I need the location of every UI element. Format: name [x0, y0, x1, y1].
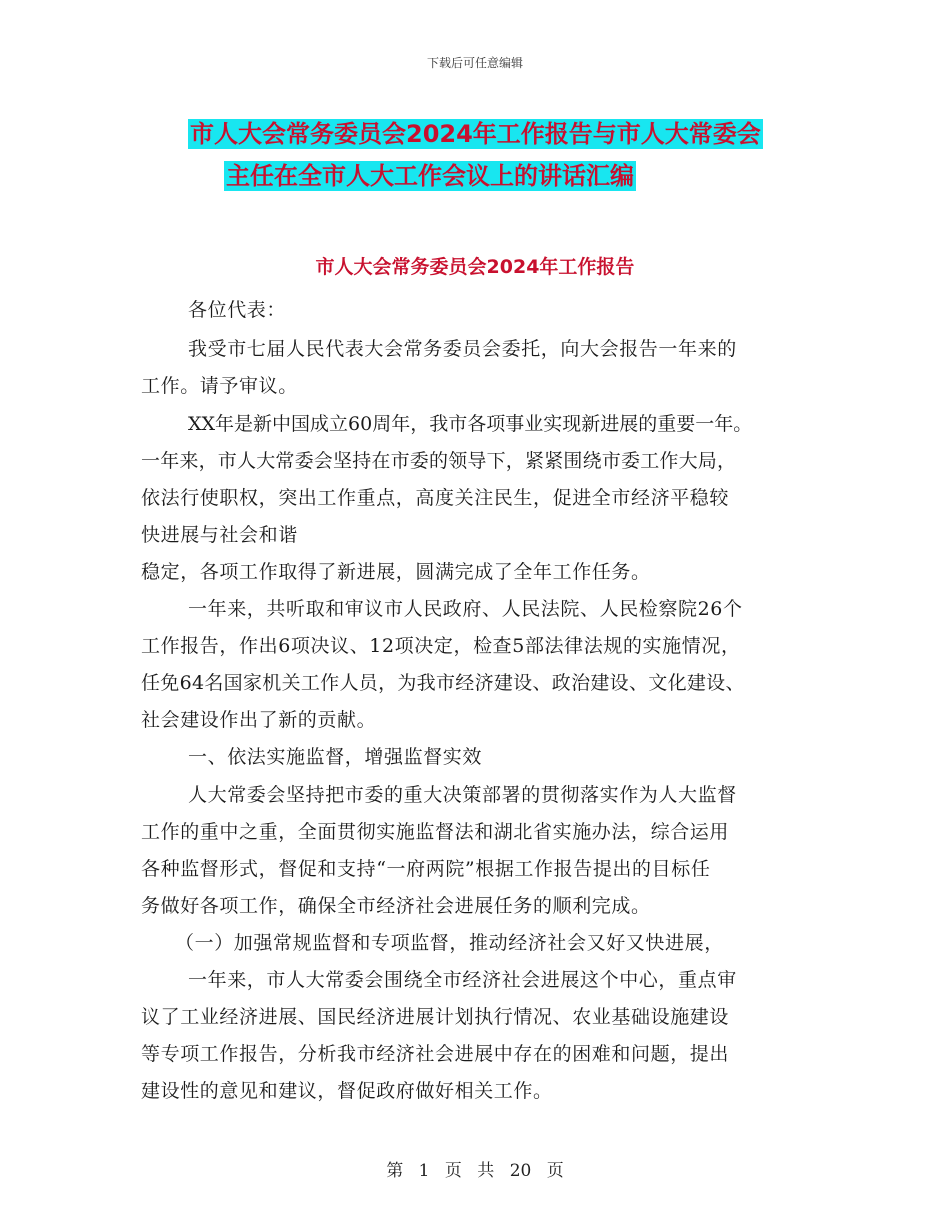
section-title: 市人大会常务委员会2024年工作报告 — [315, 256, 635, 278]
body-line: 工作。请予审议。 — [141, 375, 298, 397]
total-pages: 20 — [509, 1161, 532, 1181]
body-line: 一年来，市人大常委会坚持在市委的领导下，紧紧围绕市委工作大局， — [141, 450, 737, 472]
title-highlight-2: 主任在全市人大工作会议上的讲话汇编 — [226, 162, 634, 190]
body-line: 稳定，各项工作取得了新进展，圆满完成了全年工作任务。 — [141, 561, 651, 583]
footer-suffix: 页 — [546, 1161, 564, 1181]
footer-total-label: 共 — [477, 1161, 495, 1181]
document-title-line-2 — [224, 156, 636, 191]
body-line: 人大常委会坚持把市委的重大决策部署的贯彻落实作为人大监督 — [188, 784, 737, 806]
body-line: 工作报告，作出6项决议、12项决定，检查5部法律法规的实施情况， — [141, 635, 741, 657]
body-line: 各种监督形式，督促和支持“一府两院”根据工作报告提出的目标任 — [141, 858, 711, 880]
body-line: 各位代表： — [188, 299, 287, 321]
page-footer — [0, 1156, 950, 1181]
section-heading-1: 一、依法实施监督，增强监督实效 — [188, 746, 483, 768]
body-line: 工作的重中之重，全面贯彻实施监督法和湖北省实施办法，综合运用 — [141, 821, 730, 843]
body-line: XX年是新中国成立60周年，我市各项事业实现新进展的重要一年。 — [188, 413, 753, 435]
footer-prefix: 第 — [386, 1161, 404, 1181]
body-line: 一年来，共听取和审议市人民政府、人民法院、人民检察院26个 — [188, 598, 743, 620]
body-line: 议了工业经济进展、国民经济进展计划执行情况、农业基础设施建设 — [141, 1006, 730, 1028]
body-line: 一年来，市人大常委会围绕全市经济社会进展这个中心，重点审 — [188, 969, 737, 991]
body-line: 务做好各项工作，确保全市经济社会进展任务的顺利完成。 — [141, 895, 651, 917]
document-title-line-1 — [188, 114, 763, 149]
body-line: 快进展与社会和谐 — [141, 524, 298, 546]
subsection-heading-1: （一）加强常规监督和专项监督，推动经济社会又好又快进展， — [175, 932, 724, 954]
body-line: 依法行使职权，突出工作重点，高度关注民生，促进全市经济平稳较 — [141, 487, 730, 509]
body-line: 任免64名国家机关工作人员，为我市经济建设、政治建设、文化建设、 — [141, 672, 745, 694]
body-line: 等专项工作报告，分析我市经济社会进展中存在的困难和问题，提出 — [141, 1043, 730, 1065]
footer-page-label: 页 — [444, 1161, 462, 1181]
body-line: 建设性的意见和建议，督促政府做好相关工作。 — [141, 1080, 553, 1102]
body-line: 社会建设作出了新的贡献。 — [141, 709, 377, 731]
header-note: 下载后可任意编辑 — [426, 56, 523, 70]
page-number: 1 — [418, 1161, 430, 1181]
title-highlight-1: 市人大会常务委员会2024年工作报告与市人大常委会 — [190, 120, 761, 148]
body-line: 我受市七届人民代表大会常务委员会委托，向大会报告一年来的 — [188, 338, 737, 360]
